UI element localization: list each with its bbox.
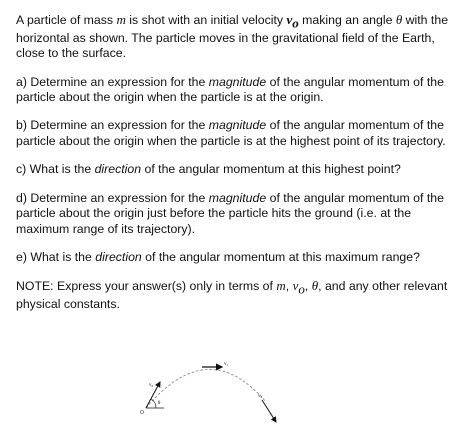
- part-c-text-1: c) What is the: [16, 162, 95, 177]
- part-c-text-2: of the angular momentum at this highest point?: [141, 162, 401, 177]
- note-text-1: NOTE: Express your answer(s) only in terms of: [16, 279, 277, 294]
- angle-arc: [151, 399, 156, 408]
- part-a-question: [16, 75, 466, 106]
- note-text-4: , and any other relevant physical constants.: [16, 279, 448, 312]
- origin-label: O: [140, 410, 144, 416]
- part-a-text-2: of the angular momentum of the particle about the origin when the particle is at the origin.: [16, 74, 444, 105]
- part-b-emphasis: magnitude: [208, 118, 267, 133]
- intro-paragraph: [16, 12, 466, 62]
- part-b-question: [16, 118, 466, 149]
- part-d-emphasis: magnitude: [208, 190, 267, 205]
- part-e-text-2: of the angular momentum at this maximum range?: [141, 249, 420, 264]
- theta-label: θ: [158, 401, 161, 406]
- trajectory-figure: [130, 356, 280, 426]
- part-d-text-2: of the angular momentum of the particle about the origin just before the particle hits the ground (i.e. at the maximum range of its trajectory).: [16, 190, 444, 236]
- note-text-3: ,: [304, 279, 312, 294]
- note-theta-symbol: θ: [311, 278, 319, 294]
- landing-velocity-arrow: [262, 400, 276, 422]
- v0-label: v₀: [149, 383, 154, 388]
- part-b-text-2: of the angular momentum of the particle about the origin when the particle is at the highest point of its trajectory.: [16, 118, 446, 148]
- v1-label: v₁: [224, 362, 229, 367]
- part-c-question: [16, 162, 466, 177]
- intro-text-4: with the horizontal as shown. The particle moves in the gravitational field of the Earth, close to the surface.: [16, 13, 449, 61]
- note-mass-symbol: m: [276, 278, 286, 294]
- velocity-symbol: v: [286, 12, 293, 27]
- trajectory-diagram: [130, 356, 280, 426]
- note-velocity-subscript: o: [298, 281, 305, 297]
- theta-symbol: θ: [395, 12, 403, 27]
- problem-document: [16, 12, 466, 326]
- note-text-2: ,: [285, 279, 293, 294]
- part-a-text-1: a) Determine an expression for the: [16, 74, 209, 89]
- part-c-emphasis: direction: [94, 162, 142, 177]
- trajectory-path: [146, 369, 266, 408]
- note-paragraph: [16, 278, 466, 312]
- intro-text-3: making an angle: [298, 13, 396, 27]
- part-e-text-1: e) What is the: [16, 249, 96, 264]
- part-e-emphasis: direction: [95, 249, 142, 264]
- mass-symbol: m: [116, 12, 126, 27]
- v2-label: v₂: [258, 394, 263, 399]
- intro-text-2: is shot with an initial velocity: [125, 13, 287, 27]
- part-e-question: [16, 250, 466, 265]
- part-a-emphasis: magnitude: [208, 74, 267, 89]
- part-d-text-1: d) Determine an expression for the: [16, 190, 209, 205]
- part-b-text-1: b) Determine an expression for the: [16, 118, 209, 133]
- velocity-subscript: o: [292, 15, 299, 31]
- note-velocity-symbol: v: [292, 278, 299, 294]
- intro-text-1: A particle of mass: [16, 13, 117, 27]
- part-d-question: [16, 191, 466, 237]
